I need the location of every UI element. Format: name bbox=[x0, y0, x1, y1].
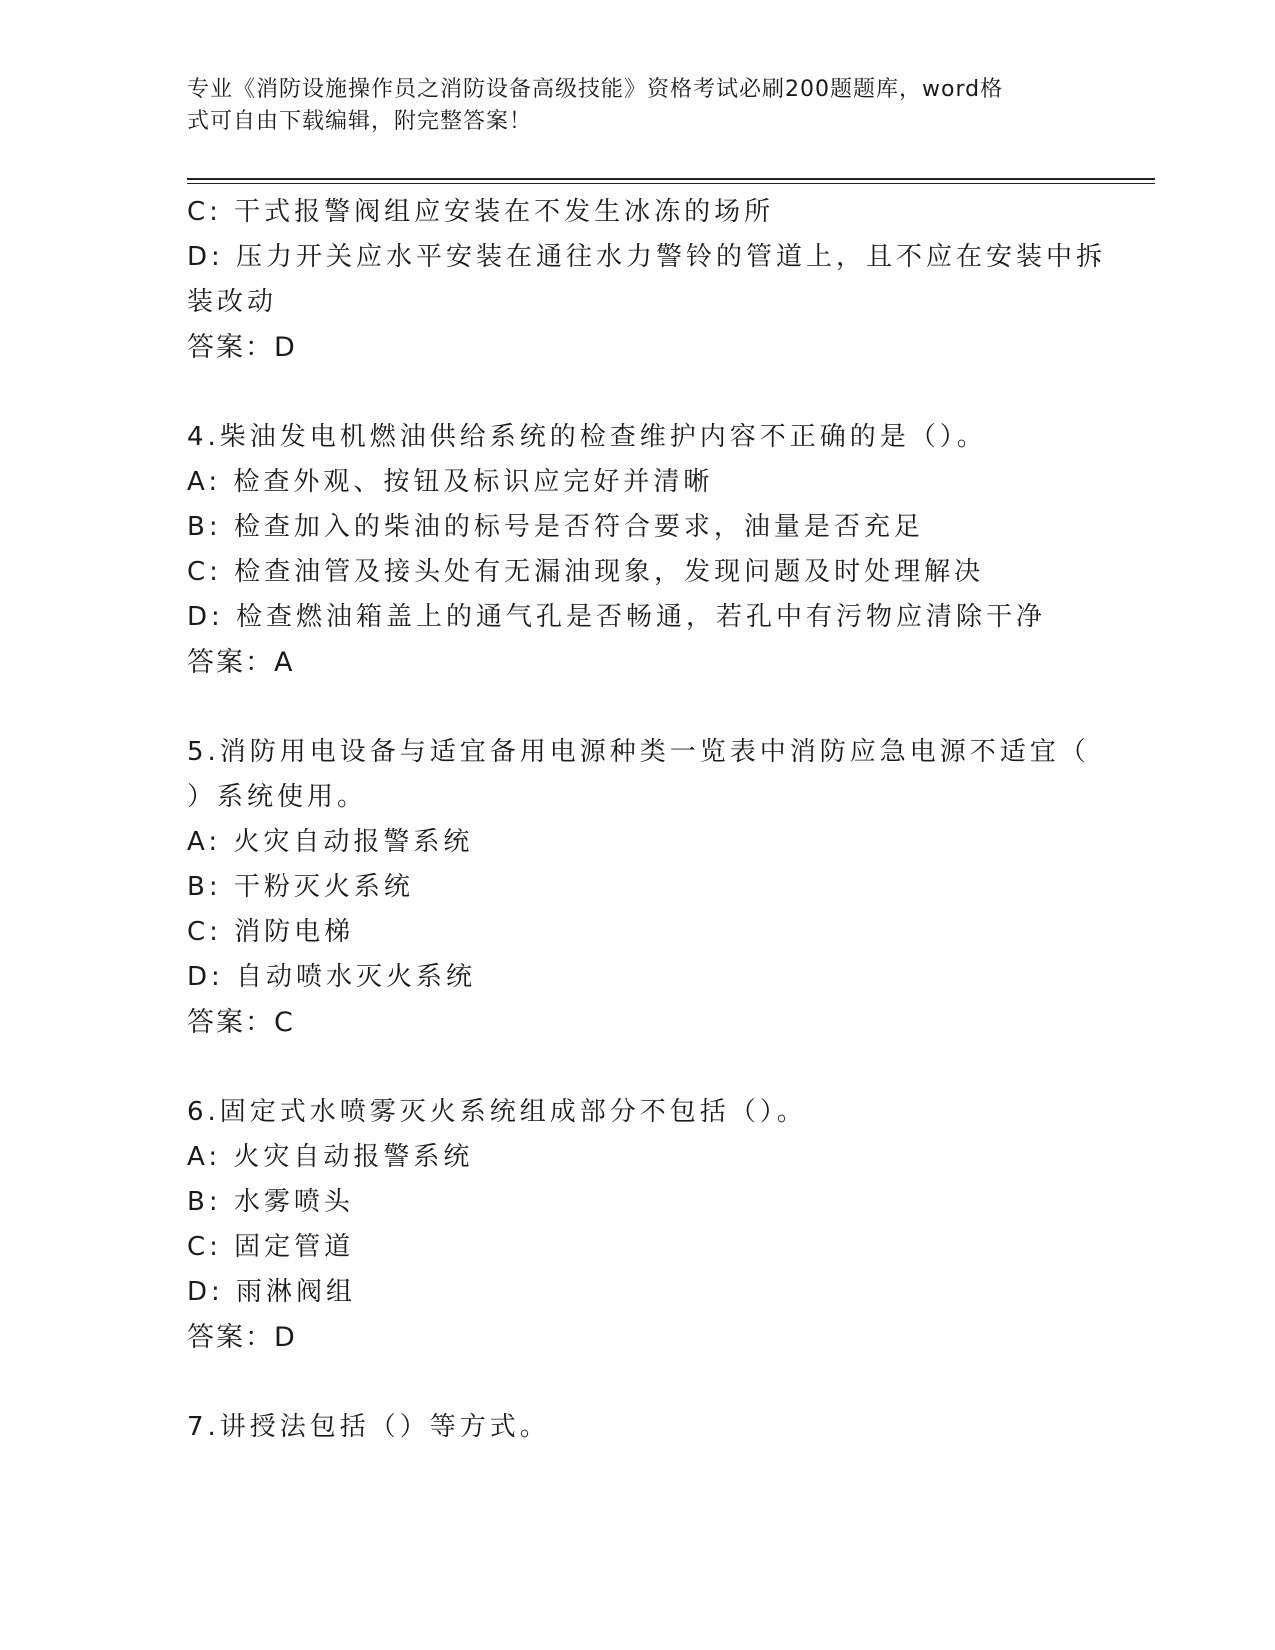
question-content bbox=[187, 190, 1107, 1450]
question-5 bbox=[187, 730, 1090, 1046]
spacer bbox=[187, 1361, 1087, 1405]
answer: 答案：D bbox=[187, 1322, 297, 1353]
header-line-1: 专业《消防设施操作员之消防设备高级技能》资格考试必刷200题题库，word格 bbox=[187, 77, 1004, 102]
option-d-line-2: 装改动 bbox=[187, 287, 278, 317]
question-6 bbox=[187, 1090, 1087, 1361]
spacer bbox=[187, 1046, 1087, 1090]
question-stem-line-2: ）系统使用。 bbox=[187, 782, 368, 812]
spacer bbox=[187, 371, 1087, 415]
option-a: A: 火灾自动报警系统 bbox=[187, 827, 474, 857]
option-c: C: 固定管道 bbox=[187, 1232, 355, 1262]
option-d-line-1: D: 压力开关应水平安装在通往水力警铃的管道上，且不应在安装中拆 bbox=[187, 242, 1107, 272]
question-4 bbox=[187, 415, 1087, 686]
option-d: D: 检查燃油箱盖上的通气孔是否畅通，若孔中有污物应清除干净 bbox=[187, 602, 1047, 632]
option-b: B: 干粉灭火系统 bbox=[187, 872, 414, 902]
spacer bbox=[187, 686, 1087, 730]
question-3-continued bbox=[187, 190, 1107, 371]
option-c: C: 检查油管及接头处有无漏油现象，发现问题及时处理解决 bbox=[187, 557, 985, 587]
question-stem: 7.讲授法包括（）等方式。 bbox=[187, 1412, 550, 1442]
question-7 bbox=[187, 1405, 1087, 1450]
option-b: B: 检查加入的柴油的标号是否符合要求，油量是否充足 bbox=[187, 512, 924, 542]
question-stem: 6.固定式水喷雾灭火系统组成部分不包括（）。 bbox=[187, 1097, 807, 1127]
option-a: A: 检查外观、按钮及标识应完好并清晰 bbox=[187, 467, 714, 497]
answer: 答案：A bbox=[187, 647, 295, 678]
header-divider bbox=[187, 178, 1155, 184]
option-d: D: 雨淋阀组 bbox=[187, 1277, 357, 1307]
option-d: D: 自动喷水灭火系统 bbox=[187, 962, 477, 992]
answer: 答案：D bbox=[187, 332, 297, 363]
option-c: C: 消防电梯 bbox=[187, 917, 355, 947]
question-stem-line-1: 5.消防用电设备与适宜备用电源种类一览表中消防应急电源不适宜（ bbox=[187, 737, 1090, 767]
question-stem: 4.柴油发电机燃油供给系统的检查维护内容不正确的是（）。 bbox=[187, 422, 987, 452]
option-c: C: 干式报警阀组应安装在不发生冰冻的场所 bbox=[187, 197, 775, 227]
document-header bbox=[187, 74, 1067, 138]
option-a: A: 火灾自动报警系统 bbox=[187, 1142, 474, 1172]
header-line-2: 式可自由下载编辑，附完整答案！ bbox=[187, 109, 533, 134]
option-b: B: 水雾喷头 bbox=[187, 1187, 354, 1217]
answer: 答案：C bbox=[187, 1007, 295, 1038]
